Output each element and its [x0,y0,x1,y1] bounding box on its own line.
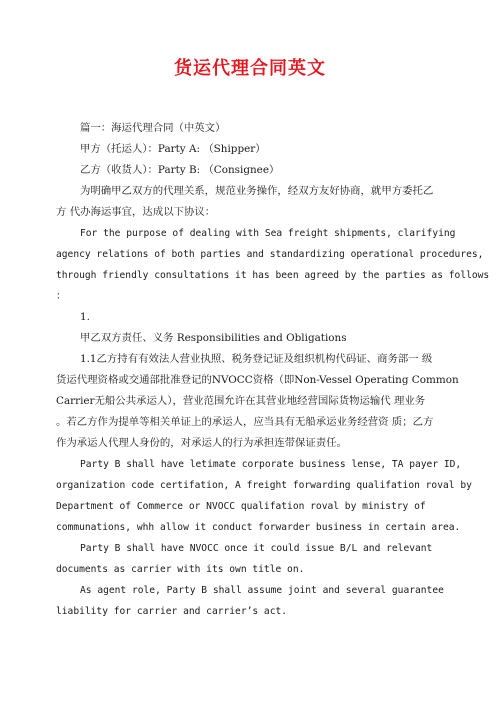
paragraph-line: communations, whh allow it conduct forwarder business in certain area. [56,522,461,533]
paragraph-line: 货运代理资格或交通部批准登记的NVOCC资格（即Non-Vessel Operating Common [56,374,459,386]
clause-number: 1. [80,311,90,323]
paragraph-line: organization code certifation, A freight forwarding qualifation roval by [56,480,472,491]
paragraph-line: through friendly consultations it has been agreed by the parties as follows [56,270,490,281]
paragraph-line: ： [56,290,67,302]
paragraph-line: 为明确甲乙双方的代理关系，规范业务操作，经双方友好协商，就甲方委托乙 [80,185,434,197]
paragraph-line: Party B shall have NVOCC once it could issue B/L and relevant [80,543,433,554]
paragraph-line: 1.1乙方持有有效法人营业执照、税务登记证及组织机构代码证、商务部一 级 [80,353,433,365]
paragraph-line: Carrier无船公共承运人），营业范围允许在其营业地经营国际货物运输代 理业务 [56,395,426,407]
paragraph-line: For the purpose of dealing with Sea freight shipments, clarifying [80,228,456,239]
paragraph-line: agency relations of both parties and standardizing operational procedures, [56,249,484,260]
paragraph-line: documents as carrier with its own title on. [56,564,305,575]
paragraph-line: 作为承运人代理人身份的，对承运人的行为承担连带保证责任。 [56,437,347,449]
paragraph-line: 。若乙方作为提单等相关单证上的承运人，应当具有无船承运业务经营资 质；乙方 [56,416,434,428]
document-title: 货运代理合同英文 [174,58,326,79]
party-a-line: 甲方（托运人）：Party A: （Shipper） [80,143,266,155]
clause-heading: 甲乙双方责任、义务 Responsibilities and Obligations [80,332,347,344]
paragraph-line: Department of Commerce or NVOCC qualifation roval by ministry of [56,501,426,512]
paragraph-line: liability for carrier and carrier’s act. [56,606,288,617]
paragraph-line: As agent role, Party B shall assume joint and several guarantee [80,585,444,596]
party-b-line: 乙方（收货人）：Party B: （Consignee） [80,164,280,176]
document-body [56,118,490,622]
paragraph-line: 方 代办海运事宜，达成以下协议： [56,206,216,218]
section-heading: 篇一：海运代理合同（中英文） [80,122,226,134]
paragraph-line: Party B shall have letimate corporate business lense, TA payer ID, [80,459,462,470]
